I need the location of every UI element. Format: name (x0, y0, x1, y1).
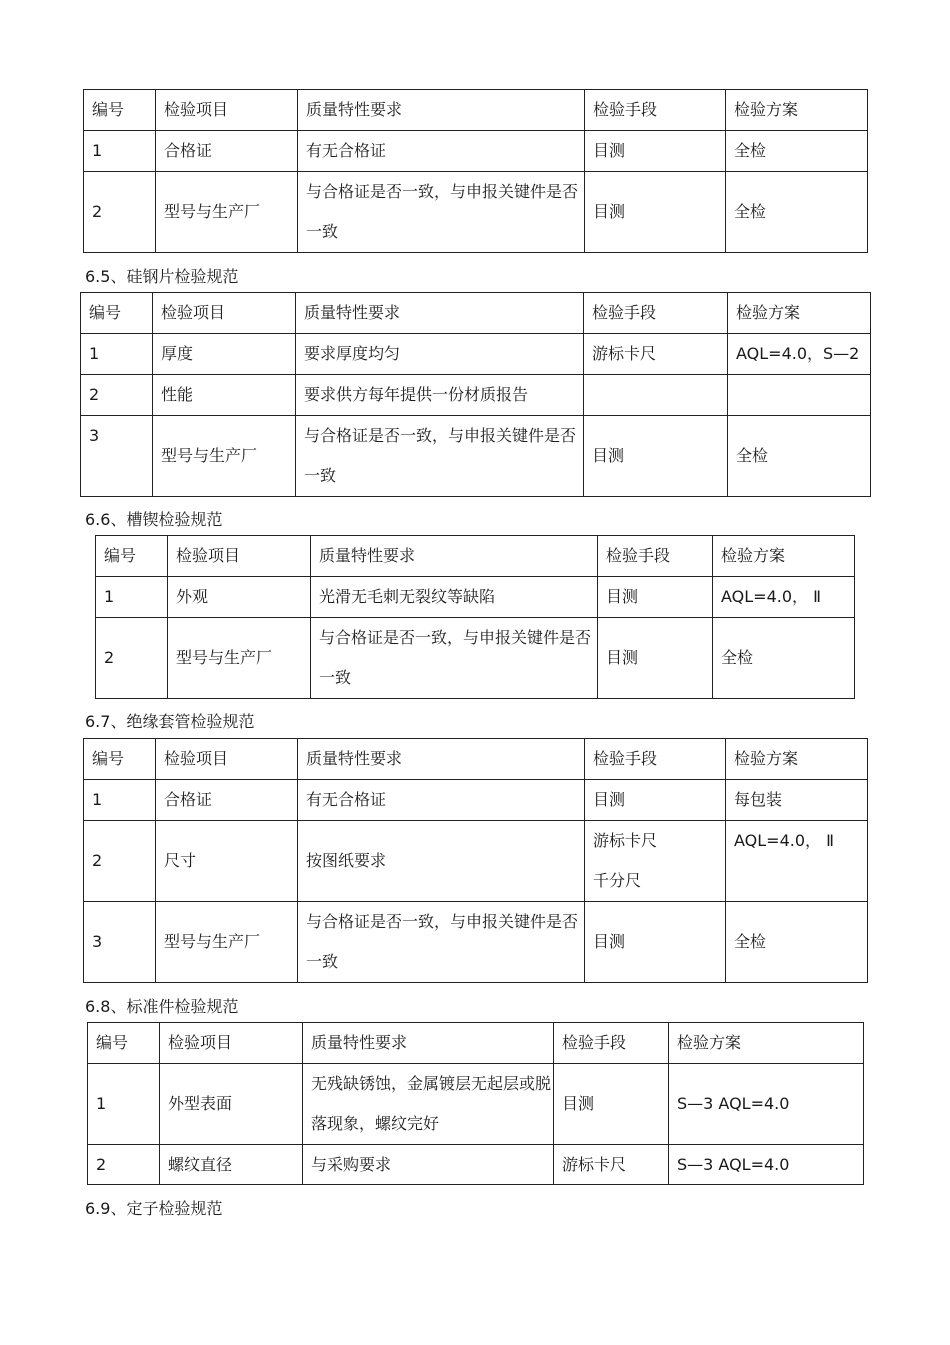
table-cell: 按图纸要求 (298, 821, 585, 902)
table-cell: AQL=4.0，S—2 (728, 334, 871, 375)
table-cell: 与合格证是否一致，与申报关键件是否一致 (296, 416, 584, 497)
table-header-row (88, 1023, 864, 1064)
table-cell: 3 (81, 416, 153, 497)
table-row (96, 618, 855, 699)
table-cell: AQL=4.0， Ⅱ (726, 821, 868, 902)
inspection-table-6-7 (83, 738, 868, 983)
table-row (84, 780, 868, 821)
table-cell: 目测 (585, 131, 726, 172)
table-cell: 无残缺锈蚀，金属镀层无起层或脱落现象，螺纹完好 (303, 1064, 554, 1145)
table-cell: 全检 (713, 618, 855, 699)
table-cell: 型号与生产厂 (156, 902, 298, 983)
table-row (81, 334, 871, 375)
table-cell: 全检 (726, 131, 868, 172)
table-row (96, 577, 855, 618)
header-cell: 检验方案 (713, 536, 855, 577)
header-cell: 编号 (96, 536, 168, 577)
section-heading-6-5: 6.5、硅钢片检验规范 (85, 267, 239, 286)
inspection-table-6-5 (80, 292, 871, 497)
table-cell: 2 (88, 1145, 160, 1185)
table-cell: 2 (96, 618, 168, 699)
table-cell: 2 (84, 821, 156, 902)
table-cell: 厚度 (153, 334, 296, 375)
table-cell: 有无合格证 (298, 131, 585, 172)
header-cell: 检验方案 (728, 293, 871, 334)
table-cell: S—3 AQL=4.0 (669, 1145, 864, 1185)
header-cell: 质量特性要求 (303, 1023, 554, 1064)
table-cell: 要求供方每年提供一份材质报告 (296, 375, 584, 416)
header-cell: 检验方案 (726, 739, 868, 780)
section-heading-6-9: 6.9、定子检验规范 (85, 1199, 223, 1218)
table-header-row (96, 536, 855, 577)
table-cell: 全检 (728, 416, 871, 497)
table-cell: 1 (81, 334, 153, 375)
header-cell: 检验方案 (669, 1023, 864, 1064)
table-header-row (81, 293, 871, 334)
method-line: 千分尺 (593, 871, 642, 890)
section-heading-6-8: 6.8、标准件检验规范 (85, 997, 239, 1016)
table-cell: AQL=4.0， Ⅱ (713, 577, 855, 618)
table-cell: 螺纹直径 (160, 1145, 303, 1185)
table-row (88, 1145, 864, 1185)
header-cell: 编号 (81, 293, 153, 334)
header-cell: 检验手段 (554, 1023, 669, 1064)
table-cell: 要求厚度均匀 (296, 334, 584, 375)
table-cell: 2 (84, 172, 156, 253)
inspection-table-6-8 (87, 1022, 864, 1185)
table-cell: 目测 (585, 172, 726, 253)
table-row (81, 375, 871, 416)
table-cell: 目测 (585, 780, 726, 821)
table-cell: 有无合格证 (298, 780, 585, 821)
table-row (88, 1064, 864, 1145)
table-cell (584, 375, 728, 416)
table-row (84, 172, 868, 253)
header-cell: 编号 (84, 90, 156, 131)
table-cell (585, 821, 726, 902)
header-cell: 检验手段 (584, 293, 728, 334)
table-cell: 外观 (168, 577, 311, 618)
table-cell: 光滑无毛刺无裂纹等缺陷 (311, 577, 598, 618)
header-cell: 编号 (88, 1023, 160, 1064)
header-cell: 检验方案 (726, 90, 868, 131)
header-cell: 检验手段 (585, 90, 726, 131)
header-cell: 编号 (84, 739, 156, 780)
header-cell: 质量特性要求 (298, 90, 585, 131)
table-cell: 全检 (726, 902, 868, 983)
table-cell: 游标卡尺 (554, 1145, 669, 1185)
header-cell: 检验项目 (160, 1023, 303, 1064)
table-cell: 游标卡尺 (584, 334, 728, 375)
header-cell: 质量特性要求 (298, 739, 585, 780)
table-row (84, 821, 868, 902)
table-cell (728, 375, 871, 416)
header-cell: 检验项目 (153, 293, 296, 334)
method-line: 游标卡尺 (593, 831, 658, 850)
table-cell: 外型表面 (160, 1064, 303, 1145)
table-row (81, 416, 871, 497)
table-cell: 1 (84, 780, 156, 821)
table-cell: 型号与生产厂 (168, 618, 311, 699)
table-cell: 尺寸 (156, 821, 298, 902)
header-cell: 检验项目 (168, 536, 311, 577)
table-cell: 目测 (585, 902, 726, 983)
header-cell: 检验手段 (598, 536, 713, 577)
table-cell: 2 (81, 375, 153, 416)
inspection-table-6-6 (95, 535, 855, 699)
table-cell: 目测 (584, 416, 728, 497)
table-cell: 目测 (598, 577, 713, 618)
header-cell: 质量特性要求 (311, 536, 598, 577)
table-cell: 与合格证是否一致，与申报关键件是否一致 (298, 172, 585, 253)
table-cell: 1 (96, 577, 168, 618)
table-cell: 与合格证是否一致，与申报关键件是否一致 (311, 618, 598, 699)
table-cell: 性能 (153, 375, 296, 416)
header-cell: 检验项目 (156, 90, 298, 131)
table-cell: 1 (84, 131, 156, 172)
header-cell: 检验项目 (156, 739, 298, 780)
table-cell: 目测 (598, 618, 713, 699)
table-cell: 全检 (726, 172, 868, 253)
section-heading-6-7: 6.7、绝缘套管检验规范 (85, 712, 255, 731)
table-cell: 与合格证是否一致，与申报关键件是否一致 (298, 902, 585, 983)
table-cell: 1 (88, 1064, 160, 1145)
table-cell: 每包装 (726, 780, 868, 821)
table-row (84, 902, 868, 983)
table-header-row (84, 90, 868, 131)
table-cell: 合格证 (156, 780, 298, 821)
table-row (84, 131, 868, 172)
table-cell: S—3 AQL=4.0 (669, 1064, 864, 1145)
table-cell: 合格证 (156, 131, 298, 172)
section-heading-6-6: 6.6、槽锲检验规范 (85, 510, 223, 529)
table-cell: 与采购要求 (303, 1145, 554, 1185)
header-cell: 检验手段 (585, 739, 726, 780)
table-cell: 目测 (554, 1064, 669, 1145)
table-cell: 型号与生产厂 (156, 172, 298, 253)
table-header-row (84, 739, 868, 780)
inspection-table-top (83, 89, 868, 253)
header-cell: 质量特性要求 (296, 293, 584, 334)
table-cell: 型号与生产厂 (153, 416, 296, 497)
table-cell: 3 (84, 902, 156, 983)
